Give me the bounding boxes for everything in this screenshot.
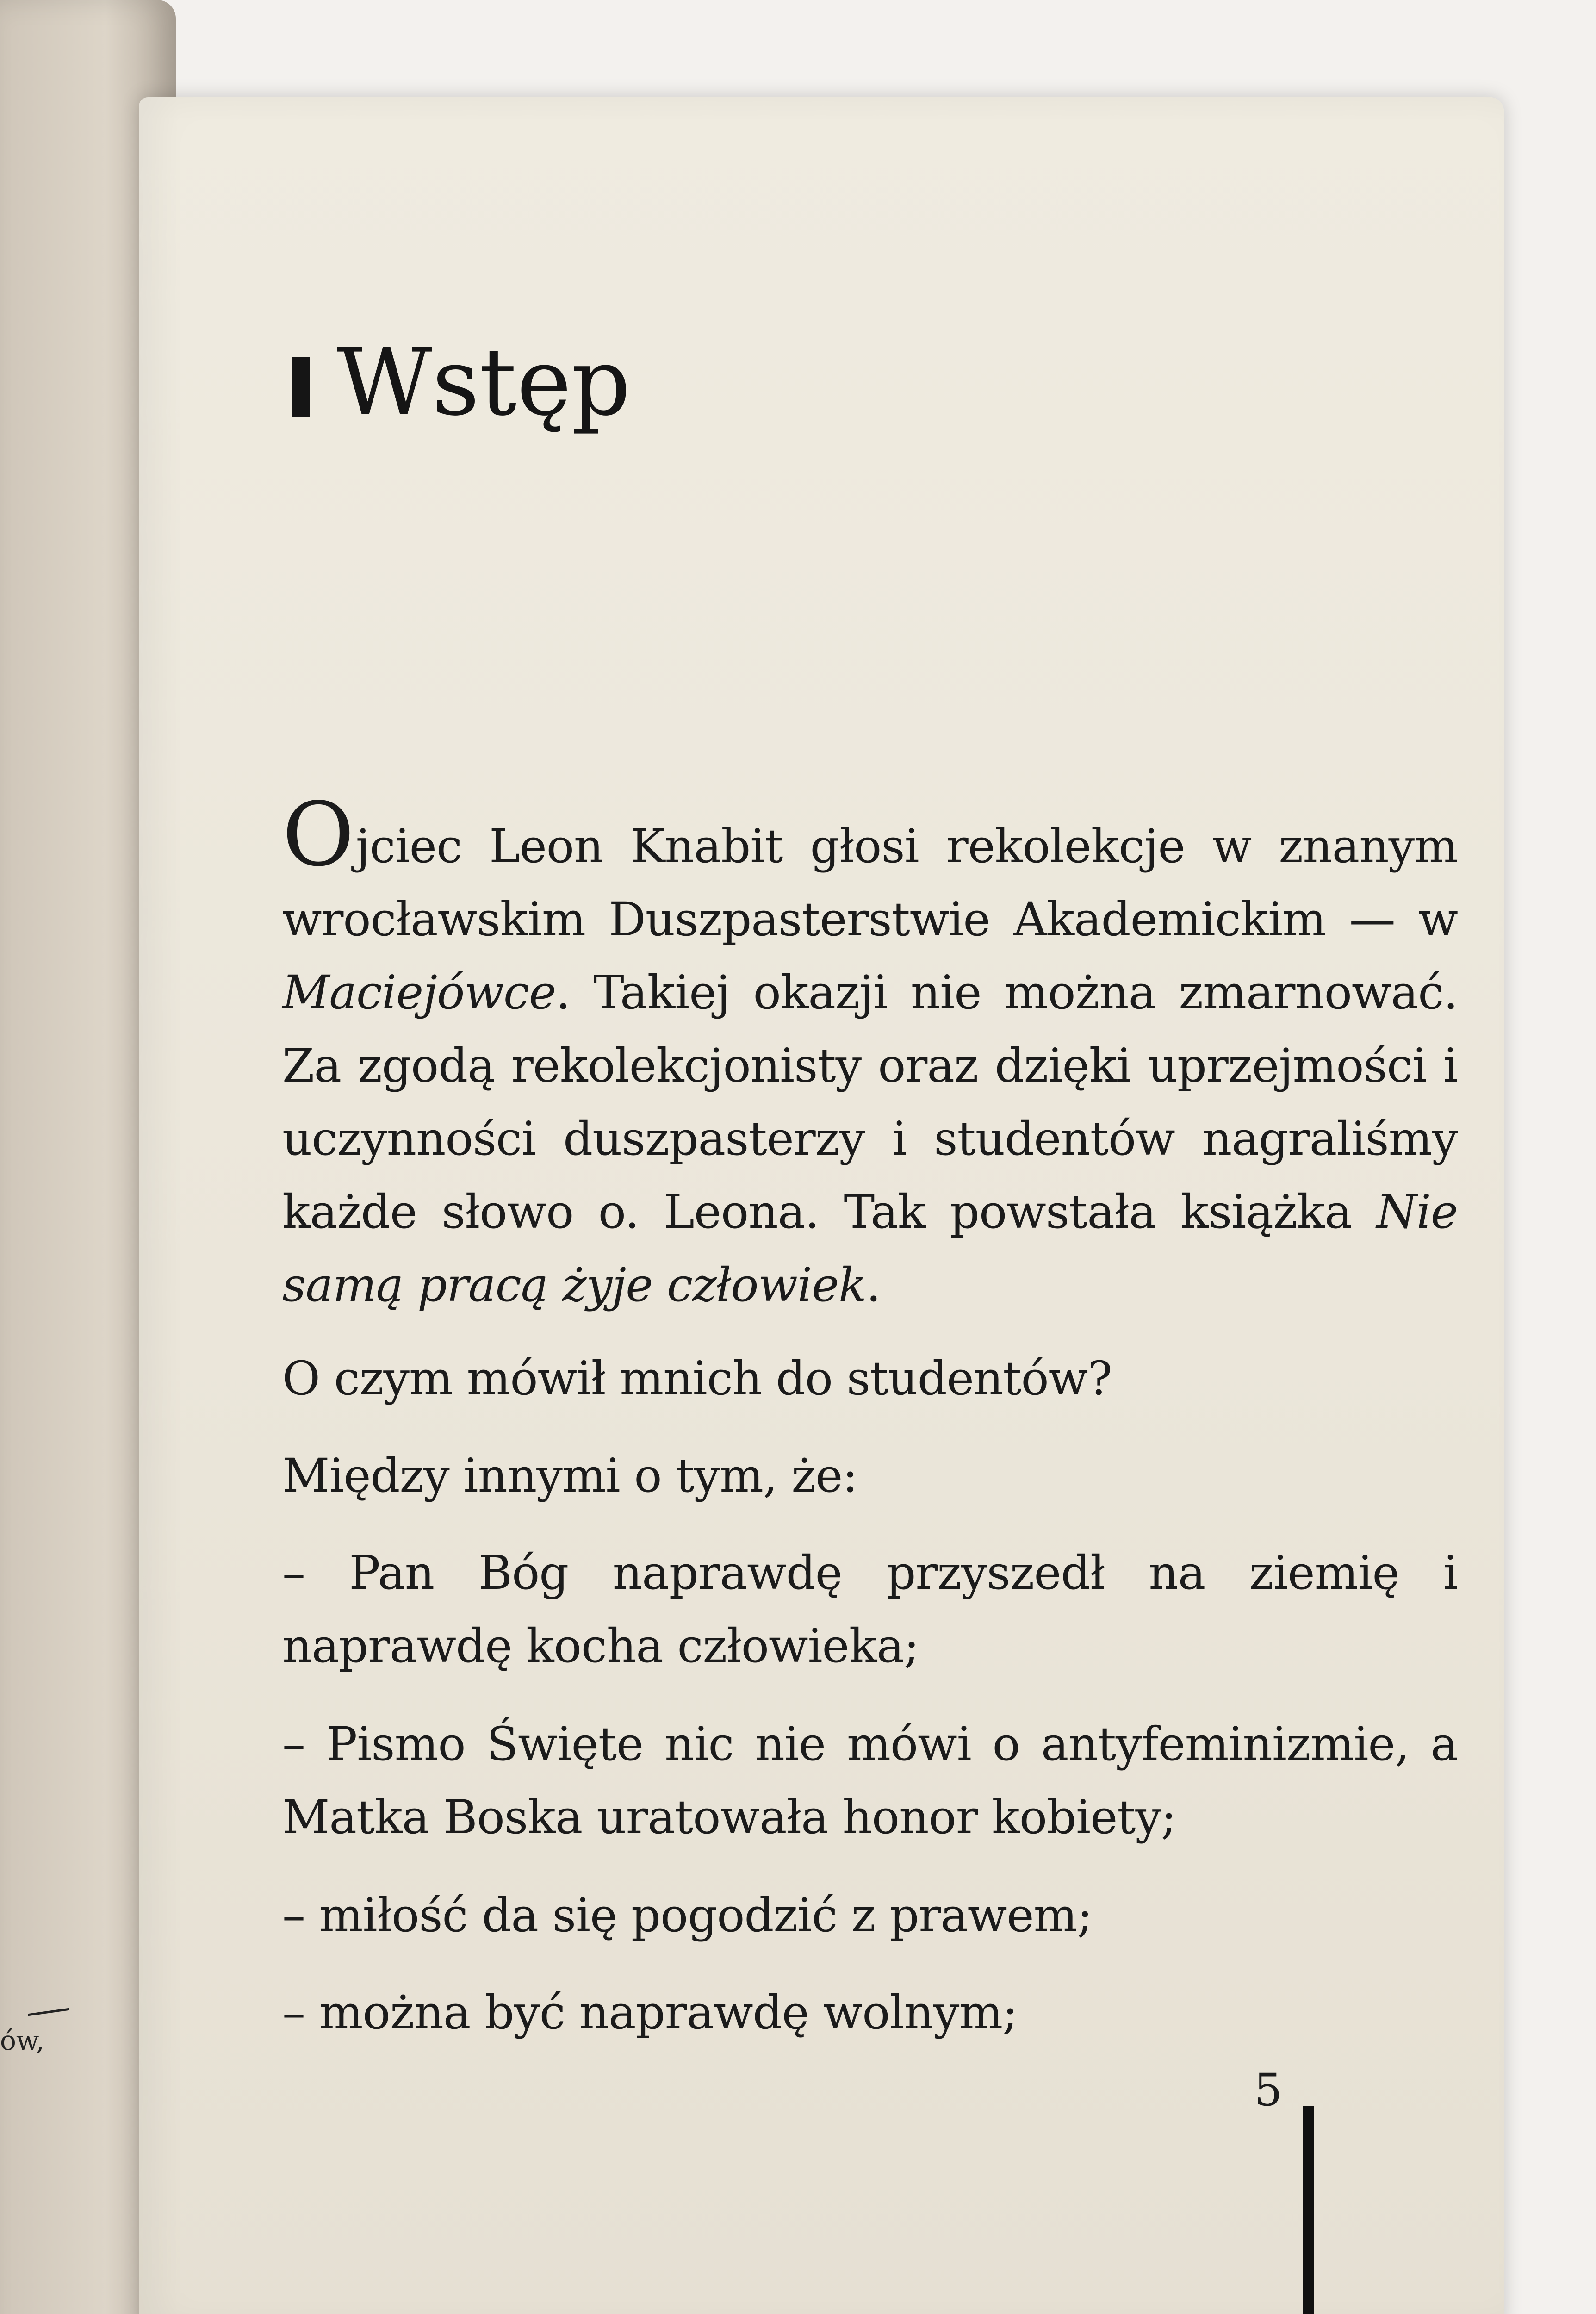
question-line: O czym mówił mnich do studentów? — [282, 1351, 1112, 1406]
lead-line: Między innymi o tym, że: — [282, 1449, 858, 1503]
intro-text-2: . Takiej okazji nie można zmarnować. Za zgodą rekolekcjonisty oraz dzięki uprzejmości i uczynności duszpasterzy i studentów nagraliśmy każde słowo o. Leona. Tak powstała książka — [282, 965, 1458, 1239]
drop-cap: O — [282, 784, 354, 886]
list-item: – Pan Bóg naprawdę przyszedł na ziemię i naprawdę kocha człowieka; — [282, 1546, 1458, 1673]
page-number: 5 — [1254, 2064, 1283, 2116]
intro-italic-1: Maciejówce — [282, 965, 556, 1020]
chapter-heading — [292, 329, 631, 436]
facing-page-fragment: ów, — [0, 2025, 45, 2056]
book-page — [139, 97, 1504, 2314]
list-item: – Pismo Święte nic nie mówi o antyfeminizmie, a Matka Boska uratowała honor kobiety; — [282, 1717, 1458, 1844]
page-number-bar — [1303, 2106, 1314, 2314]
intro-paragraph — [282, 784, 1458, 1322]
intro-text-1: jciec Leon Knabit głosi rekolekcje w znanym wrocławskim Duszpasterstwie Akademickim — w — [282, 819, 1458, 946]
book-title: Nie samą pracą żyje człowiek — [282, 1185, 1458, 1312]
footnote-rule — [28, 2008, 69, 2016]
chapter-title: Wstęp — [337, 329, 631, 436]
intro-text-3: . — [866, 1258, 881, 1312]
list-item: – miłość da się pogodzić z prawem; — [282, 1888, 1093, 1942]
list-item: – można być naprawdę wolnym; — [282, 1985, 1018, 2040]
heading-bar-icon — [292, 357, 310, 417]
